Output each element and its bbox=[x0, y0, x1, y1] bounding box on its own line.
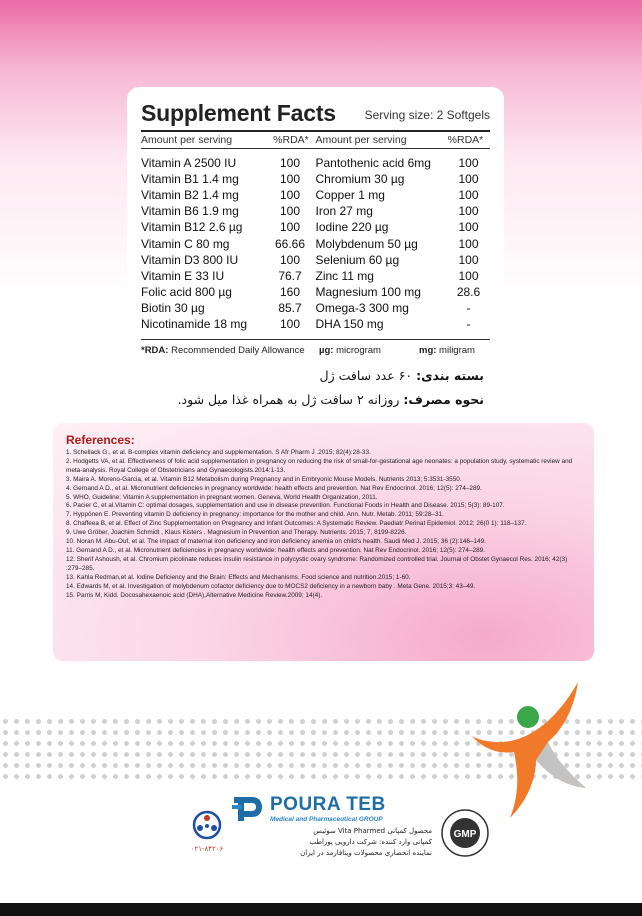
references-title: References: bbox=[66, 433, 135, 447]
microgram-definition bbox=[319, 345, 419, 356]
usage-text: روزانه ۲ سافت ژل به همراه غذا میل شود. bbox=[177, 392, 404, 407]
poura-teb-logo-icon bbox=[230, 793, 264, 823]
nutrient-row bbox=[141, 268, 316, 284]
reference-item: 7. Hyppönen E. Preventing vitamin D deficiency in pregnancy: importance for the mother and child. Ann. Nutr. Metab. 2011; 59:28–31. bbox=[66, 511, 444, 519]
nutrient-row bbox=[141, 300, 316, 316]
nutrient-row bbox=[316, 316, 491, 332]
facts-title: Supplement Facts bbox=[141, 100, 336, 126]
nutrient-row bbox=[316, 155, 491, 171]
usage-label: نحوه مصرف: bbox=[403, 392, 484, 407]
reference-item: 4. Gernand A D., et al. Micronutrient deficiencies in pregnancy worldwide: health effects and prevention. Nat Rev Endocrinol. 2016; 12(5): 274–289. bbox=[66, 484, 482, 492]
nutrient-name: Chromium 30 µg bbox=[315, 172, 405, 187]
reference-item: 10. Noran M. Abu-Ouf, et al. The impact of maternal iron deficiency and iron deficiency anemia on child's health. Saudi Med J. 2015; 36 (2):146–149. bbox=[66, 538, 486, 546]
nutrient-name: Molybdenum 50 µg bbox=[315, 236, 418, 251]
distributor-line-1: محصول کمپانی Vita Pharmed سوئیس bbox=[313, 827, 432, 835]
nutrient-rda: 100 bbox=[279, 316, 301, 331]
nutrient-rda: 100 bbox=[458, 156, 479, 171]
nutrient-name: Nicotinamide 18 mg bbox=[141, 316, 248, 331]
rda-header-right: %RDA* bbox=[447, 134, 484, 146]
packaging-text: ۶۰ عدد سافت ژل bbox=[319, 368, 417, 383]
nutrient-name: Vitamin B1 1.4 mg bbox=[141, 172, 239, 187]
nutrient-name: Selenium 60 µg bbox=[315, 252, 400, 267]
brand-subtitle: Medical and Pharmaceutical GROUP bbox=[270, 815, 383, 823]
reference-item: 2. Hodgetts VA, et al. Effectiveness of folic acid supplementation in pregnancy on reducing the risk of small-for-gestational age neonates: a population study, systematic review and meta-analysis. Royal College of Obstetricians and Gynaecologists.2014:1-13. bbox=[66, 457, 573, 474]
nutrient-name: Zinc 11 mg bbox=[315, 268, 374, 283]
facts-footnote bbox=[141, 340, 490, 356]
bottom-bar bbox=[0, 903, 642, 916]
rda-header-left: %RDA* bbox=[273, 134, 309, 146]
reference-item: 12. Sherif Ashoush, et al. Chromium picolinate reduces insulin resistance in polycystic ovary syndrome: Randomized controlled trial. Journal of Obstet Gynaecol Res. 2016; 42(3) :279–285. bbox=[66, 555, 568, 572]
nutrient-row bbox=[141, 235, 316, 251]
film-reel-icon bbox=[190, 810, 224, 840]
nutrient-name: Vitamin E 33 IU bbox=[141, 268, 225, 283]
ug-value: microgram bbox=[333, 345, 381, 357]
distributor-line-3: نماینده انحصاری محصولات ویتافارمد در ایران bbox=[300, 849, 432, 857]
nutrient-row bbox=[141, 203, 316, 219]
nutrient-column-right bbox=[316, 155, 491, 332]
reference-item: 6. Pacier C, et al.Vitamin C: optimal dosages, supplementation and use in disease prevention. Functional Foods in Health and Disease. 2015; 5(3): 89-107. bbox=[66, 502, 505, 510]
nutrient-row bbox=[141, 155, 316, 171]
poura-teb-logo bbox=[230, 788, 440, 828]
amount-header-right: Amount per serving bbox=[315, 134, 407, 146]
distributor-line-2: کمپانی وارد کننده: شرکت دارویی پوراطب bbox=[309, 838, 432, 846]
hotline-number: ۰۲۱-۸۴۲۰۶ bbox=[190, 845, 224, 853]
nutrient-row bbox=[316, 235, 491, 251]
milligram-definition bbox=[419, 345, 475, 356]
nutrient-row bbox=[141, 171, 316, 187]
nutrient-rda: 76.7 bbox=[278, 268, 302, 283]
references-list bbox=[66, 449, 582, 600]
references-panel bbox=[53, 423, 594, 661]
nutrient-name: Omega-3 300 mg bbox=[315, 300, 409, 315]
reference-item: 3. Maira A. Moreno-Garcia, et al. Vitamin B12 Metabolism during Pregnancy and in Embryonic Mouse Models. Nutrients 2013; 5:3531-3550. bbox=[66, 475, 462, 483]
rda-key: *RDA: bbox=[141, 345, 169, 357]
nutrient-name: Iodine 220 µg bbox=[315, 220, 389, 235]
nutrient-name: Vitamin D3 800 IU bbox=[141, 252, 239, 267]
nutrient-rda: 66.66 bbox=[274, 236, 306, 251]
nutrient-row bbox=[316, 171, 491, 187]
nutrient-rda: 100 bbox=[458, 172, 479, 187]
nutrient-row bbox=[141, 284, 316, 300]
nutrient-row bbox=[141, 252, 316, 268]
nutrient-rda: 100 bbox=[458, 204, 479, 219]
gmp-label: GMP bbox=[453, 829, 477, 840]
nutrient-name: Magnesium 100 mg bbox=[315, 284, 421, 299]
mg-key: mg: bbox=[419, 345, 437, 357]
usage-line bbox=[64, 392, 484, 407]
nutrient-name: Iron 27 mg bbox=[315, 204, 373, 219]
nutrient-grid bbox=[141, 155, 490, 332]
nutrient-row bbox=[316, 268, 491, 284]
rda-value: Recommended Daily Allowance bbox=[168, 345, 305, 357]
nutrient-name: Pantothenic acid 6mg bbox=[315, 156, 431, 171]
nutrient-name: Vitamin B2 1.4 mg bbox=[141, 188, 239, 203]
nutrient-name: Vitamin B12 2.6 µg bbox=[141, 220, 243, 235]
nutrient-name: Folic acid 800 µg bbox=[141, 284, 232, 299]
header-rule bbox=[141, 148, 490, 149]
nutrient-name: Vitamin A 2500 IU bbox=[141, 156, 237, 171]
packaging-line bbox=[144, 368, 484, 383]
rda-definition bbox=[141, 345, 319, 356]
reference-item: 14. Edwards M, et al. Investigation of molybdenum cofactor deficiency due to MOCS2 deficiency in a newborn baby . Meta Gene. 2015;3: 43–49. bbox=[66, 582, 476, 590]
nutrient-row bbox=[316, 203, 491, 219]
reference-item: 5. WHO, Guideline: Vitamin A supplementation in pregnant women. Geneva, World Health Organization, 2011. bbox=[66, 493, 378, 501]
nutrient-rda: 100 bbox=[279, 252, 301, 267]
nutrient-rda: 100 bbox=[279, 172, 301, 187]
facts-header bbox=[141, 95, 490, 127]
nutrient-row bbox=[316, 300, 491, 316]
nutrient-row bbox=[316, 187, 491, 203]
reference-item: 15. Parris M, Kidd. Docosahexaenoic acid (DHA),Alternative Medicine Review.2009; 14(4). bbox=[66, 591, 323, 599]
nutrient-rda: - bbox=[466, 316, 471, 331]
nutrient-row bbox=[141, 316, 316, 332]
hotline-seal bbox=[190, 810, 224, 860]
nutrient-row bbox=[316, 252, 491, 268]
nutrient-rda: 85.7 bbox=[278, 300, 302, 315]
nutrient-name: DHA 150 mg bbox=[315, 316, 384, 331]
serving-size: Serving size: 2 Softgels bbox=[364, 108, 490, 122]
nutrient-row bbox=[316, 284, 491, 300]
nutrient-name: Copper 1 mg bbox=[315, 188, 385, 203]
nutrient-rda: 100 bbox=[279, 220, 301, 235]
reference-item: 8. Chaffeea B, et al. Effect of Zinc Supplementation on Pregnancy and Infant Outcomes: A Systematic Review. Paediatr Perinat Epidemiol. 2012; 26(0 1): 118–137. bbox=[66, 520, 527, 528]
gmp-seal-icon bbox=[440, 808, 490, 858]
reference-item: 13. Kahla Redman,et al. Iodine Deficiency and the Brain: Effects and Mechanisms. Food science and nutrition.2015; 1-60. bbox=[66, 573, 411, 581]
nutrient-rda: 100 bbox=[458, 220, 479, 235]
brand-name: POURA TEB bbox=[270, 793, 386, 815]
reference-item: 9. Uwe Gröber, Joachim Schmidt , Klaus Kisters . Magnesium in Prevention and Therapy. Nutrients. 2015; 7, 8199-8226. bbox=[66, 529, 407, 537]
nutrient-name: Vitamin C 80 mg bbox=[141, 236, 230, 251]
nutrient-name: Vitamin B6 1.9 mg bbox=[141, 204, 239, 219]
reference-item: 11. Gernand A D., et al. Micronutrient deficiencies in pregnancy worldwide: health effects and prevention. Nat Rev Endocrinol. 2016; 12(5): 274–289. bbox=[66, 546, 485, 554]
supplement-facts-panel bbox=[127, 87, 504, 355]
nutrient-rda: 28.6 bbox=[456, 284, 481, 299]
amount-header-left: Amount per serving bbox=[141, 134, 233, 146]
column-headers bbox=[141, 132, 490, 148]
nutrient-rda: 100 bbox=[458, 268, 479, 283]
nutrient-rda: 100 bbox=[279, 204, 301, 219]
nutrient-rda: 160 bbox=[279, 284, 301, 299]
nutrient-rda: 100 bbox=[458, 236, 479, 251]
distributor-info bbox=[236, 826, 432, 859]
nutrient-row bbox=[141, 219, 316, 235]
nutrient-column-left bbox=[141, 155, 316, 332]
nutrient-row bbox=[141, 187, 316, 203]
nutrient-rda: 100 bbox=[458, 188, 479, 203]
nutrient-rda: - bbox=[466, 300, 471, 315]
nutrient-row bbox=[316, 219, 491, 235]
ug-key: µg: bbox=[319, 345, 334, 357]
nutrient-rda: 100 bbox=[279, 156, 301, 171]
nutrient-rda: 100 bbox=[458, 252, 479, 267]
reference-item: 1. Schellack G., et al. B-complex vitamin deficiency and supplementation. S Afr Pharm J .2015; 82(4):28-33. bbox=[66, 449, 371, 456]
nutrient-name: Biotin 30 µg bbox=[141, 300, 205, 315]
packaging-label: بسته بندی: bbox=[416, 368, 484, 383]
nutrient-rda: 100 bbox=[279, 188, 301, 203]
mg-value: miligram bbox=[436, 345, 475, 357]
running-figure-icon bbox=[470, 680, 590, 820]
